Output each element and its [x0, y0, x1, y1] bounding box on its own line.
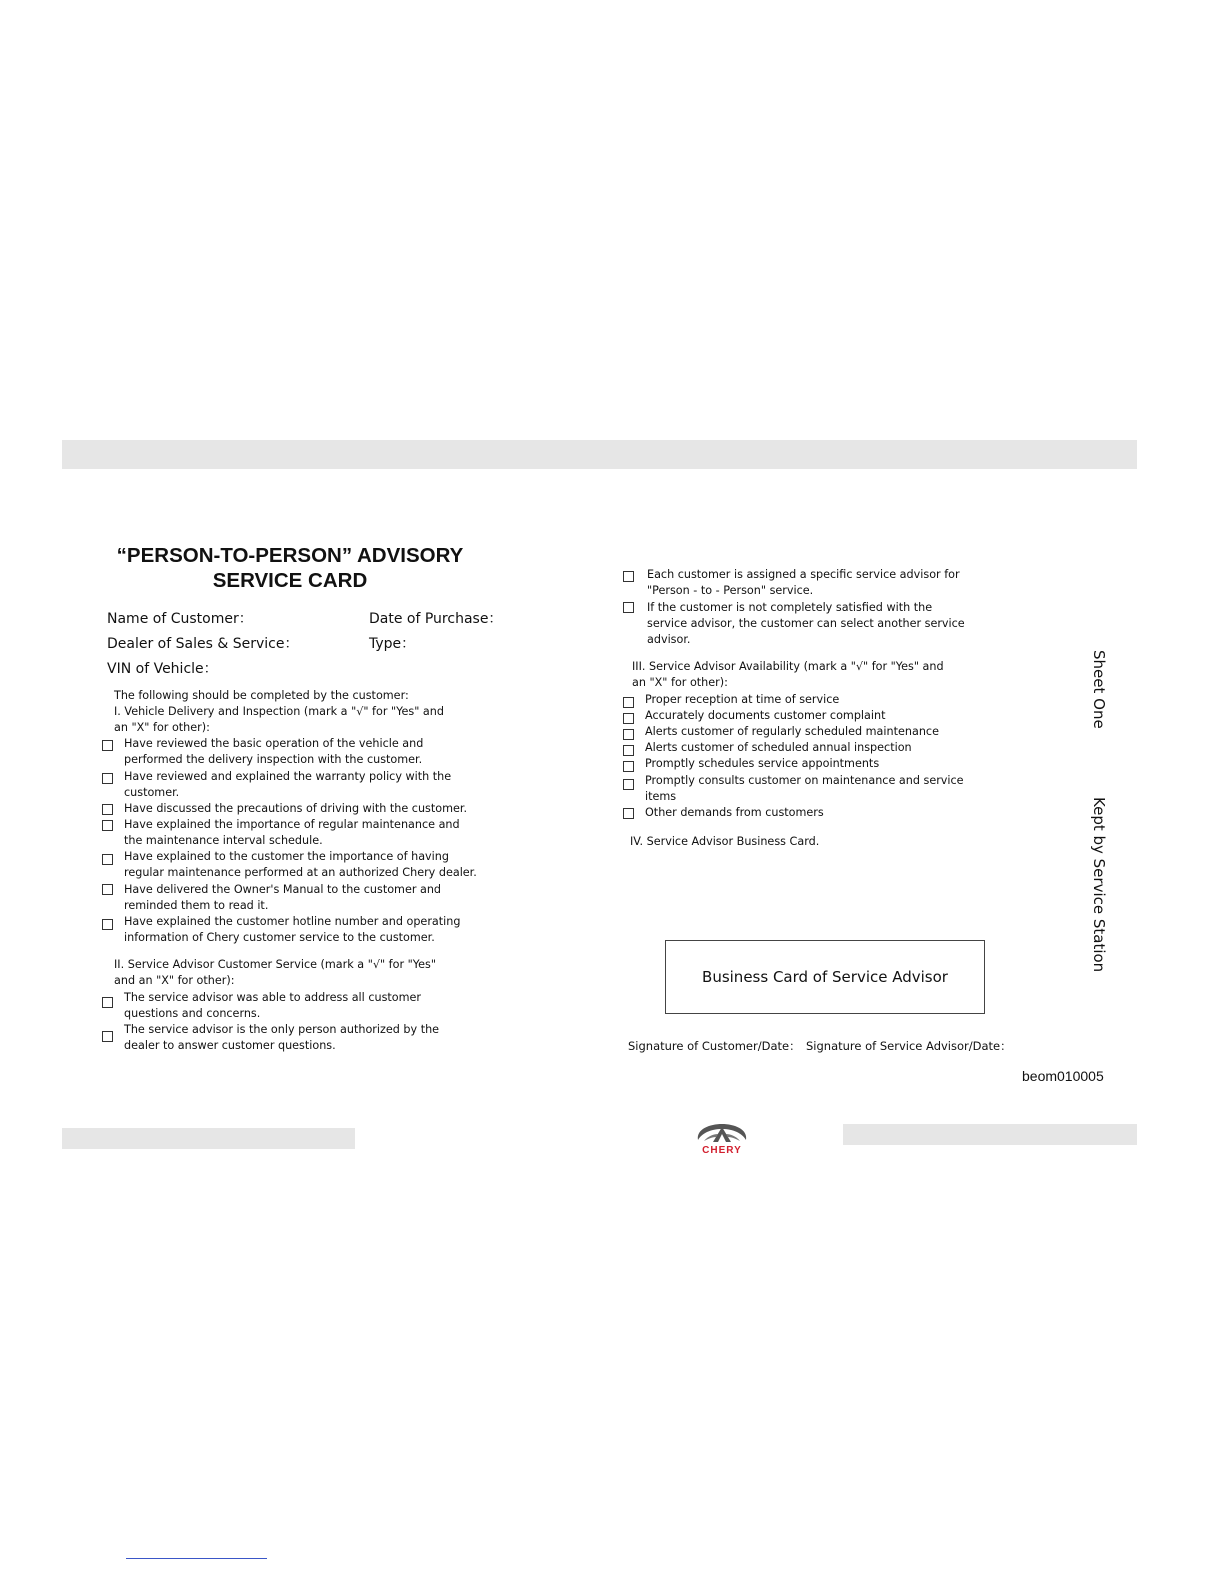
s1-item1-line2: performed the delivery inspection with the customer.	[124, 753, 423, 766]
s1-item7-line1: Have explained the customer hotline number and operating	[124, 915, 461, 928]
s2-item1-line1: The service advisor was able to address all customer	[124, 991, 422, 1004]
checkbox-s2-4[interactable]	[623, 602, 634, 613]
vin-label: VIN of Vehicle：	[107, 661, 218, 677]
section3-heading-line2: an "X" for other):	[632, 676, 728, 689]
s1-item6-line1: Have delivered the Owner's Manual to the customer and	[124, 883, 442, 896]
s1-item3-line1: Have discussed the precautions of driving with the customer.	[124, 802, 468, 815]
type-label: Type：	[369, 636, 416, 652]
s3-item1: Proper reception at time of service	[645, 693, 840, 706]
bottom-left-gray-band	[62, 1128, 355, 1149]
s3-item5: Promptly schedules service appointments	[645, 757, 880, 770]
s1-item2-line1: Have reviewed and explained the warranty policy with the	[124, 770, 452, 783]
sheet-one-label: Sheet One	[1090, 650, 1108, 729]
checkbox-s2-2[interactable]	[102, 1031, 113, 1042]
s2-item3-line1: Each customer is assigned a specific service advisor for	[647, 568, 960, 581]
checkbox-s3-6[interactable]	[623, 779, 634, 790]
business-card-label: Business Card of Service Advisor	[702, 968, 948, 986]
checkbox-s2-1[interactable]	[102, 997, 113, 1008]
s1-item5-line2: regular maintenance performed at an authorized Chery dealer.	[124, 866, 477, 879]
checkbox-s3-3[interactable]	[623, 729, 634, 740]
card-title-line1: “PERSON-TO-PERSON” ADVISORY	[116, 544, 464, 567]
s1-item2-line2: customer.	[124, 786, 180, 799]
intro-text: The following should be completed by the customer:	[114, 689, 409, 702]
chery-logo	[690, 1121, 754, 1157]
s1-item4-line2: the maintenance interval schedule.	[124, 834, 323, 847]
section4-heading: IV. Service Advisor Business Card.	[630, 835, 820, 848]
section1-heading-line2: an "X" for other):	[114, 721, 210, 734]
checkbox-s3-4[interactable]	[623, 745, 634, 756]
s2-item3-line2: "Person - to - Person" service.	[647, 584, 814, 597]
checkbox-s1-5[interactable]	[102, 854, 113, 865]
s2-item1-line2: questions and concerns.	[124, 1007, 261, 1020]
checkbox-s1-4[interactable]	[102, 820, 113, 831]
kept-by-service-station-label: Kept by Service Station	[1090, 797, 1108, 973]
top-gray-band	[62, 440, 1137, 469]
checkbox-s1-3[interactable]	[102, 804, 113, 815]
s3-item6-line2: items	[645, 790, 677, 803]
checkbox-s1-1[interactable]	[102, 740, 113, 751]
bottom-link-underline	[126, 1558, 267, 1559]
checkbox-s3-5[interactable]	[623, 761, 634, 772]
logo-wordmark: CHERY	[702, 1145, 742, 1156]
section1-heading-line1: I. Vehicle Delivery and Inspection (mark a "√" for "Yes" and	[114, 705, 444, 718]
card-title	[100, 543, 480, 593]
card-title-line2: SERVICE CARD	[212, 569, 368, 592]
s2-item4-line2: service advisor, the customer can select another service	[647, 617, 965, 630]
checkbox-s1-7[interactable]	[102, 919, 113, 930]
s1-item1-line1: Have reviewed the basic operation of the vehicle and	[124, 737, 424, 750]
s3-item3: Alerts customer of regularly scheduled maintenance	[645, 725, 939, 738]
checkbox-s1-6[interactable]	[102, 884, 113, 895]
s2-item4-line3: advisor.	[647, 633, 691, 646]
s2-item4-line1: If the customer is not completely satisfied with the	[647, 601, 933, 614]
s3-item7: Other demands from customers	[645, 806, 824, 819]
checkbox-s2-3[interactable]	[623, 571, 634, 582]
s1-item7-line2: information of Chery customer service to the customer.	[124, 931, 435, 944]
purchase-date-label: Date of Purchase：	[369, 611, 503, 627]
s2-item2-line1: The service advisor is the only person authorized by the	[124, 1023, 440, 1036]
s2-item2-line2: dealer to answer customer questions.	[124, 1039, 336, 1052]
s1-item4-line1: Have explained the importance of regular maintenance and	[124, 818, 460, 831]
section2-heading-line1: II. Service Advisor Customer Service (mark a "√" for "Yes"	[114, 958, 436, 971]
figure-code: beom010005	[1022, 1068, 1104, 1084]
checkbox-s3-1[interactable]	[623, 697, 634, 708]
checkbox-s1-2[interactable]	[102, 773, 113, 784]
section2-heading-line2: and an "X" for other):	[114, 974, 235, 987]
section3-heading-line1: III. Service Advisor Availability (mark a "√" for "Yes" and	[632, 660, 944, 673]
customer-signature-label: Signature of Customer/Date：	[628, 1039, 801, 1053]
business-card-box	[665, 940, 985, 1014]
checkbox-s3-7[interactable]	[623, 808, 634, 819]
chery-emblem-icon	[690, 1121, 754, 1145]
s3-item4: Alerts customer of scheduled annual inspection	[645, 741, 912, 754]
s1-item6-line2: reminded them to read it.	[124, 899, 269, 912]
checkbox-s3-2[interactable]	[623, 713, 634, 724]
s1-item5-line1: Have explained to the customer the importance of having	[124, 850, 449, 863]
dealer-label: Dealer of Sales & Service：	[107, 636, 299, 652]
advisor-signature-label: Signature of Service Advisor/Date：	[806, 1039, 1012, 1053]
customer-name-label: Name of Customer：	[107, 611, 253, 627]
bottom-right-gray-band	[843, 1124, 1137, 1145]
s3-item2: Accurately documents customer complaint	[645, 709, 886, 722]
s3-item6-line1: Promptly consults customer on maintenance and service	[645, 774, 964, 787]
